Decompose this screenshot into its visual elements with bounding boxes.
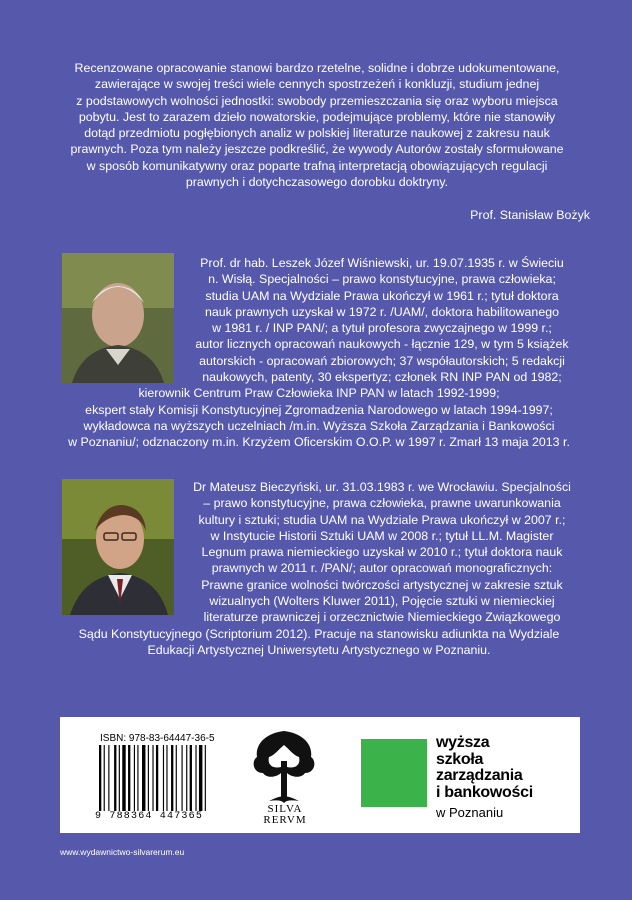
bio-line: Prawne granice wolności twórczości artystycznej w zakresie sztuk — [201, 577, 563, 592]
bio-line: – prawo konstytucyjne, prawa człowieka, prawne uwarunkowania — [203, 496, 561, 511]
school-name-line: wyższa — [436, 734, 490, 751]
barcode-digits: 9 788364 447365 — [95, 811, 204, 822]
bio-line: Prof. dr hab. Leszek Józef Wiśniewski, ur. 19.07.1935 r. w Świeciu — [200, 256, 564, 270]
school-name-line: i bankowości — [436, 783, 533, 801]
review-line: prawnych i dotychczasowego dorobku doktryny. — [185, 175, 449, 190]
bio-line: Edukacji Artystycznej Uniwersytetu Artystycznego w Poznaniu. — [147, 642, 491, 657]
review-line: pobytu. Jest to zarazem dzieło nowatorskie, podejmujące problemy, które nie stanowiły — [78, 109, 556, 124]
bio-line: naukowych, patenty, 30 ekspertyz; członek RN INP PAN od 1982; — [202, 370, 562, 385]
school-city: w Poznaniu — [436, 805, 504, 820]
bio-line: prawnych w 2011 r. /PAN/; autor opracowań monograficznych: — [211, 561, 553, 576]
bio-line: Sądu Konstytucyjnego (Scriptorium 2012). Pracuje na stanowisku adiunkta na Wydziale — [78, 626, 560, 641]
publisher-logo-text — [253, 804, 317, 826]
review-line: dotąd przedmiotu pogłębionych analiz w polskiej literaturze naukowej z zakresu nauk — [84, 126, 550, 141]
bio-line: autorskich - opracowań zbiorowych; 37 współautorskich; 5 redakcji — [199, 353, 565, 368]
bio-line: w Poznaniu/; odznaczony m.in. Krzyżem Oficerskim O.O.P. w 1997 r. Zmarł 13 maja 2013 r. — [68, 435, 570, 450]
bio-line: w 1981 r. / INP PAN/; a tytuł profesora zwyczajnego w 1999 r.; — [212, 321, 552, 336]
bio-line: autor licznych opracowań naukowych - łącznie 129, w tym 5 książek — [195, 337, 569, 352]
bio-line: Legnum prawa niemieckiego uzyskał w 2010 r.; tytuł doktora nauk — [201, 545, 563, 560]
bio-line: ekspert stały Komisji Konstytucyjnej Zgromadzenia Narodowego w latach 1994-1997; — [85, 402, 553, 417]
barcode — [97, 745, 213, 811]
review-line: zawierające w swojej treści wiele cennych spostrzeżeń i konkluzji, studium jednej — [94, 77, 540, 92]
bio-line: n. Wisłą. Specjalności – prawo konstytucyjne, prawa człowieka; — [208, 272, 556, 287]
review-line: z podstawowych wolności jednostki: swobody przemieszczania się oraz wyboru miejsca — [76, 93, 558, 108]
bio-bieczynski — [56, 479, 582, 658]
bio-line: kierownik Centrum Praw Człowieka INP PAN w latach 1992-1999; — [138, 386, 500, 401]
publisher-website-link[interactable]: www.wydawnictwo-silvarerum.eu — [60, 847, 185, 857]
bio-wisniewski — [56, 255, 582, 451]
school-logo-square — [361, 739, 427, 807]
school-name-line: zarządzania — [436, 767, 523, 784]
isbn-label: ISBN: 978-83-64447-36-5 — [100, 733, 215, 744]
school-name-line: szkoła — [436, 750, 484, 768]
review-text — [56, 60, 578, 190]
bio-line: wizualnych (Wolters Kluwer 2011), Pojęcie sztuki w niemieckiej — [209, 594, 555, 609]
review-line: prawnych. Poza tym należy jeszcze podkreślić, że wywody Autorów zostały sformułowane — [70, 142, 564, 157]
bio-line: w Instytucie Historii Sztuki UAM w 2008 r.; tytuł LL.M. Magister — [210, 528, 554, 543]
review-author: Prof. Stanisław Bożyk — [470, 208, 590, 222]
review-line: w sposób komunikatywny oraz poparte trafną interpretacją obowiązujących regulacji — [86, 158, 548, 173]
review-line: Recenzowane opracowanie stanowi bardzo rzetelne, solidne i dobrze udokumentowane, — [74, 61, 560, 75]
publisher-line1: SILVA — [267, 803, 303, 815]
bio-line: kultury i sztuki; studia UAM na Wydziale Prawa ukończył w 2007 r.; — [198, 512, 566, 527]
bio-line: literaturze prawniczej i orzecznictwie Niemieckiego Związkowego — [203, 610, 561, 625]
bio-line: nauk prawnych uzyskał w 1972 r. /UAM/, doktora habilitowanego — [204, 304, 559, 319]
bio-line: wykładowca na wyższych uczelniach /m.in. Wyższa Szkoła Zarządzania i Bankowości — [83, 418, 555, 433]
bio-line: Dr Mateusz Bieczyński, ur. 31.03.1983 r. we Wrocławiu. Specjalności — [193, 480, 571, 494]
school-name — [436, 735, 533, 801]
bio-line: studia UAM na Wydziale Prawa ukończył w 1961 r.; tytuł doktora — [205, 288, 559, 303]
publisher-line2: RERVM — [263, 814, 307, 826]
